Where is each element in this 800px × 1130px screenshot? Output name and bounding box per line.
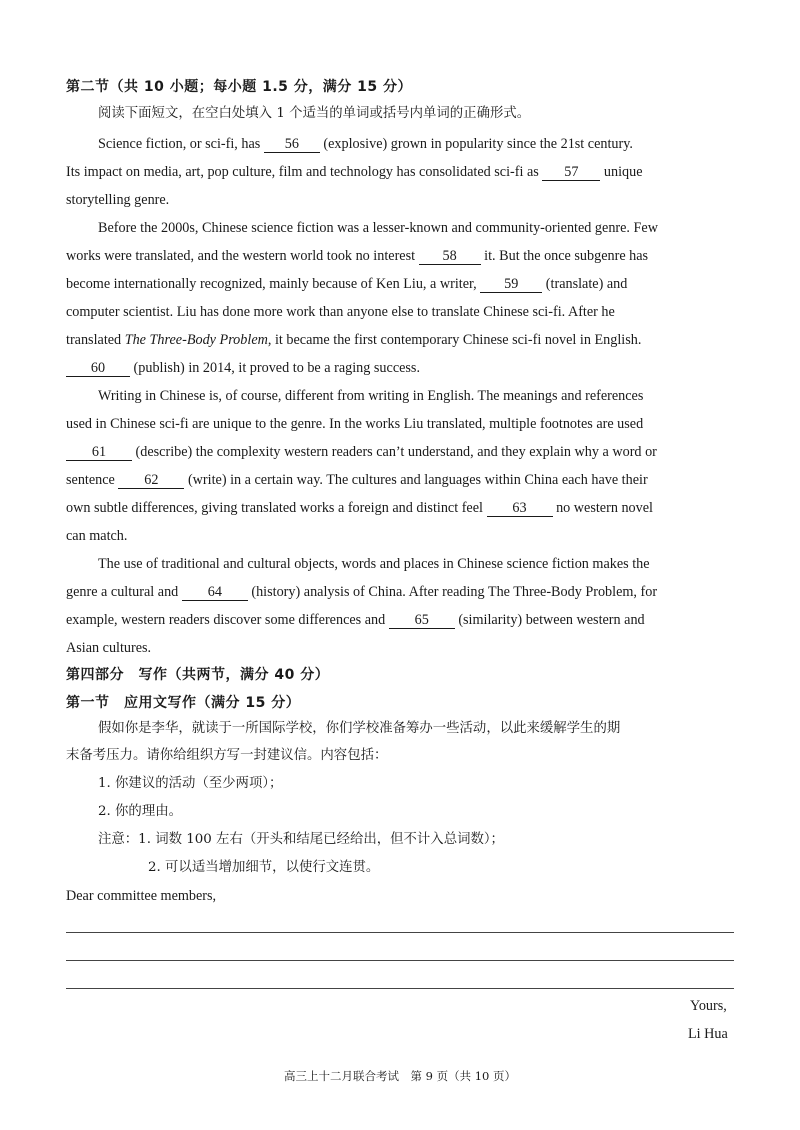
passage-line: sentence 62 (write) in a certain way. The cultures and languages within China each have their xyxy=(66,472,648,488)
passage-line: 60 (publish) in 2014, it proved to be a raging success. xyxy=(66,358,734,378)
blank-62[interactable]: 62 xyxy=(118,473,184,489)
book-title: The Three-Body Problem xyxy=(124,332,268,348)
prompt-line: 假如你是李华，就读于一所国际学校，你们学校准备筹办一些活动，以此来缓解学生的期 xyxy=(98,721,621,736)
passage-line: genre a cultural and 64 (history) analysis of China. After reading The Three-Body Problem, for xyxy=(66,584,658,600)
blank-65[interactable]: 65 xyxy=(389,613,455,629)
passage-line: computer scientist. Liu has done more work than anyone else to translate Chinese sci-fi. After he xyxy=(66,304,615,320)
part4-heading: 第四部分 写作（共两节，满分 40 分） xyxy=(66,667,330,683)
prompt-item: 1. 你建议的活动（至少两项）； xyxy=(98,776,283,791)
signature: Li Hua xyxy=(688,1026,728,1042)
blank-56[interactable]: 56 xyxy=(264,137,320,153)
section1-heading: 第一节 应用文写作（满分 15 分） xyxy=(66,695,301,711)
passage-line: own subtle differences, giving translated works a foreign and distinct feel 63 no western novel xyxy=(66,500,653,516)
blank-59[interactable]: 59 xyxy=(480,277,542,293)
page-footer: 高三上十二月联合考试 第 9 页（共 10 页） xyxy=(283,1069,517,1083)
passage-line: used in Chinese sci-fi are unique to the genre. In the works Liu translated, multiple footnotes are used xyxy=(66,416,644,432)
passage-line: Science fiction, or sci-fi, has 56 (explosive) grown in popularity since the 21st century. xyxy=(98,136,633,152)
passage-line: can match. xyxy=(66,528,128,544)
blank-58[interactable]: 58 xyxy=(419,249,481,265)
passage-line: Its impact on media, art, pop culture, film and technology has consolidated sci-fi as 57 unique xyxy=(66,164,643,180)
closing: Yours, xyxy=(690,998,727,1014)
section2-instruction: 阅读下面短文，在空白处填入 1 个适当的单词或括号内单词的正确形式。 xyxy=(98,106,531,121)
passage-line: Asian cultures. xyxy=(66,640,152,656)
prompt-line: 末备考压力。请你给组织方写一封建议信。内容包括： xyxy=(66,748,388,763)
passage-line: 61 (describe) the complexity western readers can’t understand, and they explain why a word or xyxy=(66,442,734,462)
section2-heading: 第二节（共 10 小题；每小题 1.5 分，满分 15 分） xyxy=(66,79,413,95)
writing-line[interactable] xyxy=(66,960,734,961)
blank-64[interactable]: 64 xyxy=(182,585,248,601)
passage-line: storytelling genre. xyxy=(66,192,170,208)
note-line: 2. 可以适当增加细节，以使行文连贯。 xyxy=(148,860,380,875)
blank-57[interactable]: 57 xyxy=(542,165,600,181)
passage-line: Writing in Chinese is, of course, different from writing in English. The meanings and references xyxy=(98,388,644,404)
blank-60[interactable]: 60 xyxy=(66,361,130,377)
blank-61[interactable]: 61 xyxy=(66,445,132,461)
passage-line: The use of traditional and cultural objects, words and places in Chinese science fiction makes the xyxy=(98,556,650,572)
passage-line: example, western readers discover some differences and 65 (similarity) between western and xyxy=(66,612,645,628)
passage-line: Before the 2000s, Chinese science fiction was a lesser-known and community-oriented genre. Few xyxy=(98,220,658,236)
passage-line: works were translated, and the western world took no interest 58 it. But the once subgenre has xyxy=(66,248,649,264)
writing-line[interactable] xyxy=(66,988,734,989)
passage-line: become internationally recognized, mainly because of Ken Liu, a writer, 59 (translate) and xyxy=(66,276,628,292)
passage-line: translated The Three-Body Problem, it became the first contemporary Chinese sci-fi novel in English. xyxy=(66,332,642,348)
writing-line[interactable] xyxy=(66,932,734,933)
note-line: 注意：1. 词数 100 左右（开头和结尾已经给出，但不计入总词数）； xyxy=(98,832,504,847)
prompt-item: 2. 你的理由。 xyxy=(98,804,182,819)
blank-63[interactable]: 63 xyxy=(487,501,553,517)
salutation: Dear committee members, xyxy=(66,888,217,904)
